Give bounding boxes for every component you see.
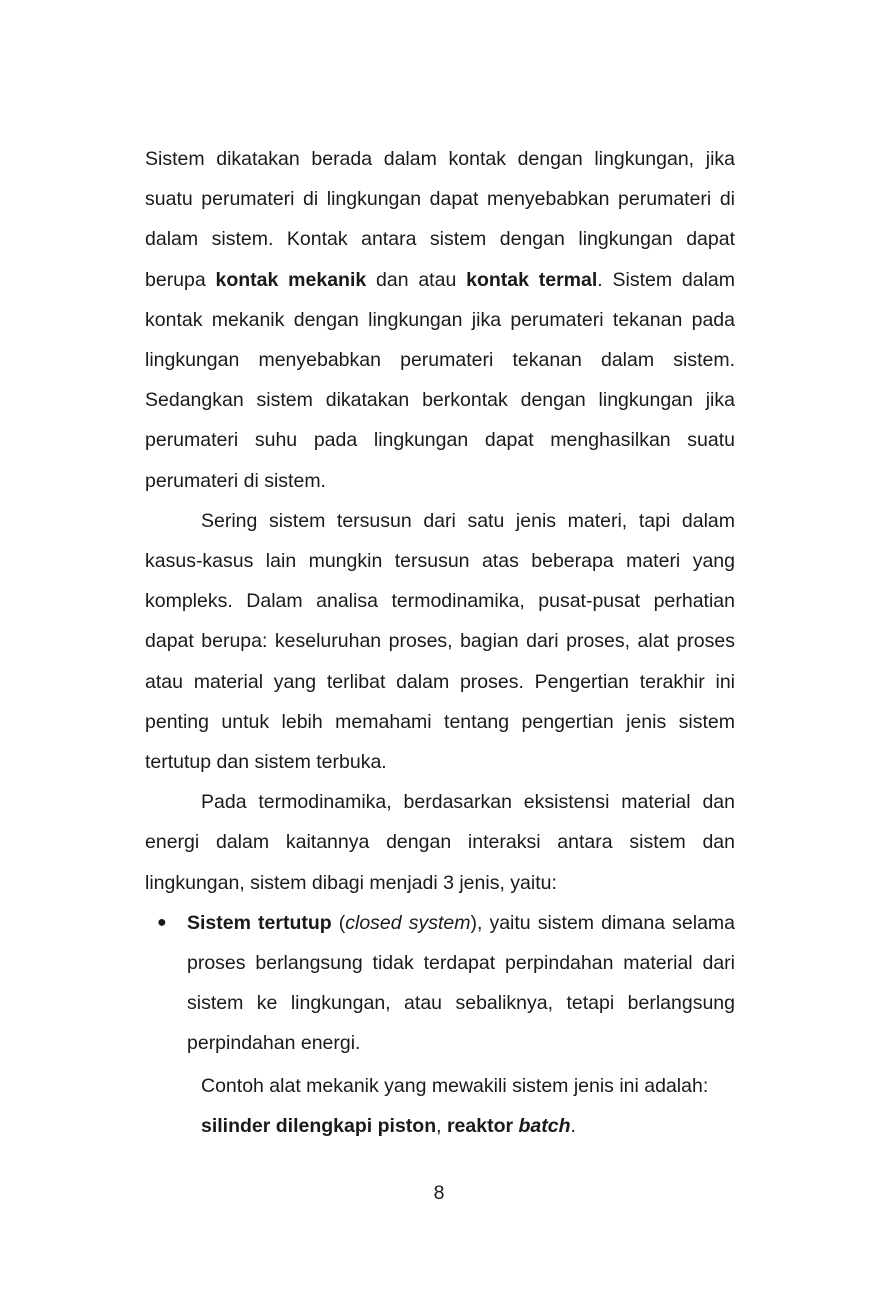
example-closed-system [201, 1066, 735, 1146]
list-item-text: , yaitu sistem dimana selama proses berlangsung tidak terdapat perpindahan material dari sistem ke lingkungan, atau sebaliknya, tetapi berlangsung perpindahan energi. [187, 911, 736, 1055]
example-text: Contoh alat mekanik yang mewakili sistem jenis ini adalah: [201, 1074, 709, 1097]
paragraph-system-types: Pada termodinamika, berdasarkan eksistensi material dan energi dalam kaitannya dengan interaksi antara sistem dan lingkungan, sistem dibagi menjadi 3 jenis, yaitu: [145, 791, 735, 894]
separator: , [436, 1114, 447, 1137]
period: . [570, 1114, 576, 1137]
list-item-closed-system [145, 903, 735, 1064]
paragraph-system-composition: Sering sistem tersusun dari satu jenis materi, tapi dalam kasus-kasus lain mungkin tersusun atas beberapa materi yang kompleks. Dalam analisa termodinamika, pusat-pusat perhatian dapat berupa: keseluruhan proses, bagian dari proses, alat proses atau material yang terlibat dalam proses. Pengertian terakhir ini penting untuk lebih memahami tentang pengertian jenis sistem tertutup dan sistem terbuka. [145, 509, 735, 774]
paragraph-text: . Sistem dalam kontak mekanik dengan lingkungan jika perumateri tekanan pada lingkungan menyebabkan perumateri tekanan dalam sistem. Sedangkan sistem dikatakan berkontak dengan lingkungan jika perumateri suhu pada lingkungan dapat menghasilkan suatu perumateri di sistem. [145, 268, 735, 492]
bold-term-mechanical-contact: kontak mekanik [215, 268, 367, 291]
bold-example-reactor: reaktor [446, 1114, 519, 1137]
bullet-marker: ● [157, 913, 167, 931]
bold-term-thermal-contact: kontak termal [466, 268, 598, 291]
bold-term-closed-system: Sistem tertutup [187, 911, 332, 934]
bold-example-cylinder-piston: silinder dilengkapi piston [201, 1114, 437, 1137]
paren-close: ) [470, 911, 477, 934]
page-content [145, 139, 735, 1146]
paragraph-contact [145, 139, 735, 501]
paren-open: ( [331, 911, 346, 934]
paragraph-text: Sistem dikatakan berada dalam kontak dengan lingkungan, jika suatu perumateri di lingkungan dapat menyebabkan perumateri di dalam sistem. Kontak antara sistem dengan lingkungan dapat berupa [145, 148, 735, 291]
page-number: 8 [433, 1182, 445, 1204]
bold-italic-batch: batch [518, 1114, 571, 1137]
paragraph-text: dan atau [366, 268, 467, 291]
italic-term-closed-system: closed system [345, 911, 471, 934]
